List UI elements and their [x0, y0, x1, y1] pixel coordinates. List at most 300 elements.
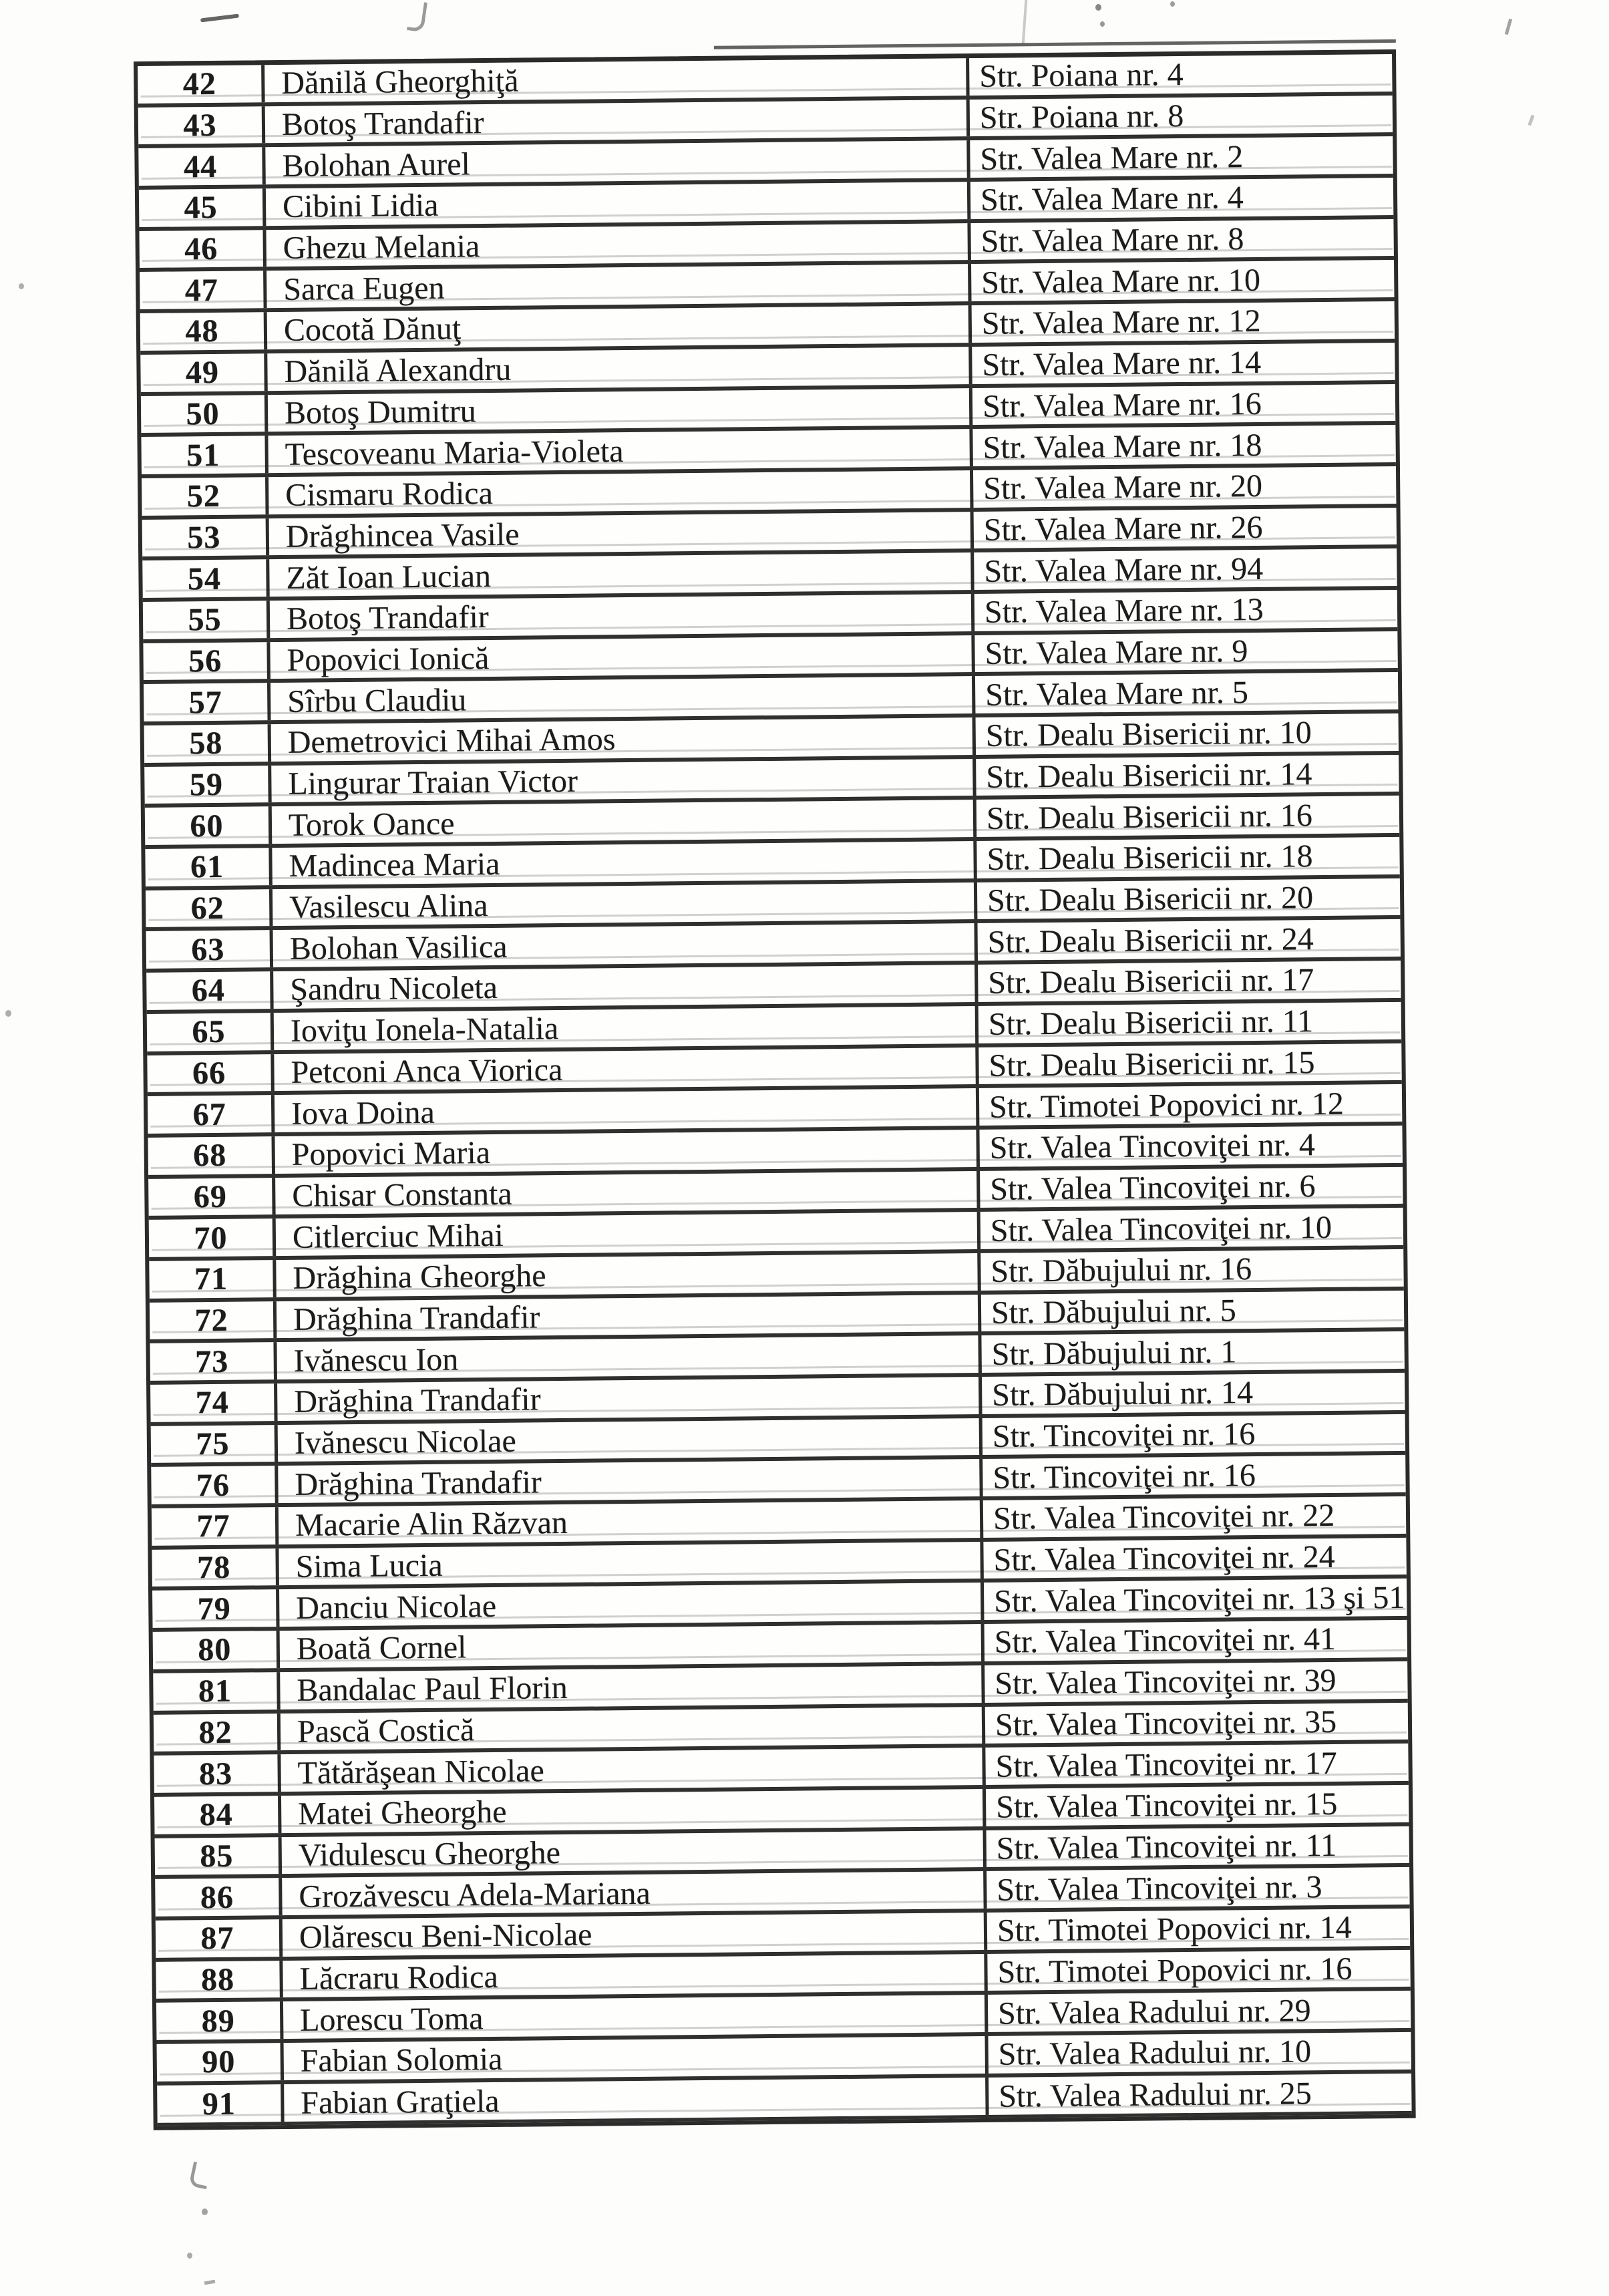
row-number-cell: [154, 1754, 278, 1792]
resident-name: Torok Oance: [288, 806, 455, 843]
name-cell: [275, 1500, 980, 1544]
resident-name: Şandru Nicoleta: [290, 970, 498, 1008]
resident-name: Bolohan Vasilica: [289, 929, 508, 967]
row-number: 69: [193, 1178, 228, 1215]
address-cell: [976, 1084, 1403, 1126]
address-cell: [983, 1826, 1410, 1867]
row-number: 86: [200, 1879, 234, 1915]
name-cell: [280, 1995, 985, 2039]
row-number-cell: [150, 1342, 274, 1380]
address-cell: [976, 1126, 1403, 1167]
row-number: 87: [200, 1921, 234, 1957]
row-number-cell: [144, 683, 268, 721]
scan-artifact-speck: [19, 283, 24, 289]
resident-address: Str. Dăbujului nr. 5: [991, 1293, 1237, 1331]
row-number: 59: [189, 766, 224, 803]
resident-address: Str. Poiana nr. 8: [979, 98, 1184, 136]
resident-address: Str. Valea Radului nr. 29: [997, 1992, 1311, 2031]
row-number-cell: [138, 148, 262, 186]
row-number-cell: [139, 230, 263, 268]
address-cell: [977, 1249, 1404, 1291]
address-cell: [966, 96, 1393, 137]
resident-name: Lorescu Toma: [299, 2000, 484, 2038]
resident-address: Str. Tincoviţei nr. 16: [992, 1416, 1256, 1454]
row-number-cell: [140, 271, 264, 309]
resident-address: Str. Timotei Popovici nr. 14: [997, 1909, 1352, 1949]
row-number-cell: [139, 188, 263, 226]
name-cell: [273, 1253, 977, 1297]
address-cell: [971, 631, 1398, 673]
resident-address: Str. Dealu Bisericii nr. 18: [987, 838, 1313, 878]
row-number-cell: [142, 559, 266, 597]
resident-address: Str. Dealu Bisericii nr. 24: [987, 921, 1314, 960]
resident-address: Str. Timotei Popovici nr. 16: [997, 1951, 1353, 1990]
name-cell: [261, 58, 966, 102]
resident-address: Str. Valea Mare nr. 10: [981, 262, 1261, 301]
resident-name: Botoş Trandafir: [286, 599, 490, 637]
resident-name: Fabian Solomia: [300, 2041, 503, 2080]
row-number: 50: [186, 395, 220, 432]
resident-name: Chisar Constanta: [292, 1176, 512, 1214]
row-number: 44: [183, 148, 218, 185]
name-cell: [268, 717, 972, 762]
row-number: 46: [184, 230, 218, 267]
name-cell: [277, 1706, 982, 1750]
row-number-cell: [146, 889, 270, 927]
row-number-cell: [143, 601, 267, 639]
address-cell: [970, 508, 1397, 549]
row-number: 83: [198, 1756, 233, 1792]
scan-artifact-dot: [1100, 21, 1105, 27]
resident-name: Demetrovici Mihai Amos: [287, 721, 616, 761]
resident-name: Dănilă Alexandru: [284, 351, 512, 390]
resident-address: Str. Valea Mare nr. 9: [985, 633, 1248, 671]
name-cell: [279, 1954, 984, 1998]
resident-address: Str. Tincoviţei nr. 16: [993, 1457, 1256, 1496]
row-number: 53: [187, 519, 221, 556]
row-number: 72: [194, 1302, 228, 1339]
address-cell: [973, 837, 1400, 878]
address-cell: [982, 1744, 1409, 1785]
resident-name: Danciu Nicolae: [296, 1588, 497, 1626]
resident-name: Grozăvescu Adela-Mariana: [299, 1875, 651, 1915]
address-cell: [970, 548, 1397, 590]
name-cell: [273, 1295, 978, 1339]
address-cell: [974, 878, 1401, 920]
row-number-cell: [156, 1961, 280, 1999]
resident-address: Str. Valea Tincoviţei nr. 41: [994, 1621, 1336, 1661]
address-cell: [969, 383, 1396, 425]
name-cell: [264, 429, 969, 473]
name-cell: [281, 2078, 985, 2122]
row-number-cell: [140, 312, 264, 350]
resident-name: Cibini Lidia: [282, 188, 439, 225]
address-cell: [982, 1785, 1409, 1826]
row-number-cell: [153, 1631, 277, 1669]
address-cell: [975, 1002, 1402, 1043]
name-cell: [272, 1171, 976, 1215]
row-number-cell: [150, 1383, 275, 1422]
row-number-cell: [152, 1548, 276, 1587]
name-cell: [278, 1789, 982, 1833]
name-cell: [281, 2036, 985, 2080]
resident-address: Str. Valea Mare nr. 94: [984, 550, 1264, 589]
resident-address: Str. Valea Tincoviţei nr. 17: [995, 1745, 1337, 1784]
name-cell: [266, 635, 971, 679]
row-number: 52: [186, 478, 221, 514]
resident-address: Str. Valea Mare nr. 13: [984, 592, 1264, 631]
resident-address: Str. Dealu Bisericii nr. 20: [987, 880, 1314, 919]
address-cell: [972, 672, 1399, 713]
address-cell: [985, 2032, 1411, 2074]
row-number: 77: [196, 1508, 230, 1544]
resident-name: Vidulescu Gheorghe: [298, 1834, 561, 1873]
residents-table-wrap: [134, 49, 1416, 2130]
row-number: 75: [196, 1426, 230, 1462]
name-cell: [273, 1335, 978, 1379]
row-number-cell: [147, 1054, 271, 1092]
resident-address: Str. Timotei Popovici nr. 12: [989, 1086, 1345, 1125]
resident-address: Str. Valea Mare nr. 4: [980, 180, 1244, 218]
resident-address: Str. Valea Mare nr. 18: [982, 427, 1262, 466]
row-number-cell: [152, 1507, 276, 1545]
address-cell: [980, 1538, 1407, 1579]
address-cell: [968, 260, 1395, 301]
scan-artifact-speck: [202, 2208, 208, 2215]
resident-name: Cocotă Dănuţ: [283, 311, 462, 349]
row-number-cell: [157, 2084, 281, 2123]
row-number-cell: [141, 395, 265, 433]
resident-name: Drăghina Trandafir: [293, 1299, 540, 1337]
row-number-cell: [140, 353, 264, 391]
row-number: 82: [198, 1714, 232, 1751]
row-number-cell: [157, 2043, 281, 2081]
row-number: 88: [200, 1961, 235, 1998]
row-number: 80: [198, 1632, 232, 1668]
address-cell: [979, 1455, 1406, 1496]
resident-address: Str. Dăbujului nr. 14: [992, 1375, 1254, 1414]
resident-address: Str. Valea Mare nr. 2: [980, 138, 1244, 177]
name-cell: [265, 470, 970, 514]
resident-name: Ivănescu Nicolae: [294, 1423, 516, 1461]
row-number: 56: [188, 643, 222, 679]
name-cell: [279, 1913, 984, 1957]
row-number-cell: [151, 1466, 275, 1504]
address-cell: [974, 961, 1401, 1002]
resident-name: Drăghina Trandafir: [294, 1381, 541, 1420]
scan-artifact-dot: [1170, 1, 1175, 7]
resident-address: Str. Valea Tincoviţei nr. 4: [989, 1127, 1316, 1166]
row-number-cell: [153, 1672, 277, 1710]
resident-name: Vasilescu Alina: [289, 888, 488, 925]
resident-address: Str. Valea Radului nr. 25: [999, 2075, 1312, 2114]
resident-address: Str. Valea Radului nr. 10: [998, 2033, 1312, 2073]
row-number-cell: [145, 848, 269, 886]
resident-address: Str. Valea Tincoviţei nr. 6: [990, 1168, 1316, 1207]
name-cell: [271, 1047, 975, 1092]
row-number-cell: [141, 436, 265, 474]
resident-address: Str. Valea Mare nr. 5: [985, 674, 1249, 713]
address-cell: [982, 1702, 1409, 1744]
row-number: 55: [188, 602, 222, 638]
address-cell: [984, 1909, 1411, 1950]
name-cell: [275, 1459, 979, 1503]
name-cell: [267, 676, 972, 720]
row-number-cell: [148, 1136, 273, 1174]
row-number: 74: [195, 1385, 230, 1421]
scan-artifact-squiggle: [188, 2162, 211, 2190]
row-number-cell: [146, 931, 271, 969]
resident-name: Lingurar Traian Victor: [288, 763, 578, 802]
address-cell: [978, 1331, 1405, 1373]
scan-artifact-hook: [407, 0, 427, 32]
resident-address: Str. Valea Mare nr. 14: [982, 345, 1262, 383]
row-number-cell: [155, 1878, 279, 1916]
name-cell: [266, 594, 971, 638]
name-cell: [277, 1748, 982, 1792]
resident-name: Sîrbu Claudiu: [287, 681, 467, 719]
name-cell: [270, 923, 974, 967]
address-cell: [972, 713, 1399, 755]
row-number-cell: [150, 1301, 274, 1339]
scan-artifact-tick: [1505, 19, 1512, 35]
row-number: 84: [199, 1796, 233, 1833]
name-cell: [268, 759, 972, 803]
address-cell: [985, 1991, 1411, 2032]
address-cell: [967, 219, 1394, 261]
row-number-cell: [156, 1919, 280, 1957]
resident-address: Str. Dăbujului nr. 16: [991, 1251, 1252, 1290]
resident-address: Str. Dealu Bisericii nr. 14: [986, 756, 1312, 795]
row-number: 76: [196, 1467, 230, 1503]
row-number: 65: [192, 1013, 226, 1050]
resident-name: Petconi Anca Viorica: [291, 1051, 563, 1090]
address-cell: [971, 590, 1398, 631]
resident-name: Dănilă Gheorghiţă: [281, 63, 519, 102]
address-cell: [981, 1661, 1408, 1703]
row-number: 63: [191, 931, 225, 968]
resident-name: Citlerciuc Mihai: [292, 1217, 504, 1255]
row-number: 51: [186, 437, 220, 473]
name-cell: [277, 1624, 981, 1668]
resident-address: Str. Dealu Bisericii nr. 15: [989, 1045, 1315, 1084]
resident-name: Drăghina Gheorghe: [293, 1258, 546, 1297]
resident-name: Ghezu Melania: [283, 228, 480, 267]
row-number: 70: [194, 1220, 228, 1256]
row-number-cell: [156, 2001, 281, 2039]
address-cell: [967, 178, 1394, 219]
name-cell: [266, 552, 970, 597]
resident-address: Str. Dăbujului nr. 1: [991, 1333, 1237, 1372]
resident-address: Str. Valea Mare nr. 16: [982, 385, 1262, 424]
resident-name: Fabian Graţiela: [301, 2083, 500, 2121]
address-cell: [966, 136, 1393, 178]
row-number-cell: [142, 518, 266, 556]
resident-name: Drăghina Trandafir: [295, 1464, 542, 1502]
resident-name: Tescoveanu Maria-Violeta: [285, 433, 624, 472]
name-cell: [264, 305, 968, 349]
name-cell: [262, 100, 966, 144]
name-cell: [275, 1418, 979, 1462]
row-number: 90: [202, 2044, 236, 2080]
resident-address: Str. Valea Tincoviţei nr. 22: [993, 1498, 1335, 1537]
resident-name: Zăt Ioan Lucian: [286, 558, 492, 596]
row-number-cell: [149, 1260, 273, 1298]
name-cell: [262, 140, 966, 184]
resident-address: Str. Valea Tincoviţei nr. 13 şi 51: [993, 1579, 1405, 1619]
resident-address: Str. Dealu Bisericii nr. 10: [985, 715, 1312, 754]
row-number: 71: [194, 1261, 228, 1297]
resident-address: Str. Valea Mare nr. 26: [983, 509, 1263, 548]
row-number: 60: [190, 808, 224, 844]
row-number: 42: [182, 66, 217, 102]
name-cell: [271, 1088, 976, 1132]
row-number-cell: [138, 65, 262, 103]
address-cell: [980, 1496, 1407, 1538]
address-cell: [984, 1949, 1411, 1991]
address-cell: [972, 755, 1399, 796]
address-cell: [978, 1373, 1405, 1414]
row-number-cell: [144, 724, 269, 762]
name-cell: [277, 1665, 981, 1709]
resident-name: Cismaru Rodica: [285, 476, 494, 514]
name-cell: [264, 347, 968, 391]
row-number-cell: [152, 1590, 277, 1628]
address-cell: [981, 1620, 1408, 1661]
scan-artifact-speck: [1528, 115, 1534, 126]
name-cell: [262, 182, 967, 226]
name-cell: [271, 1006, 975, 1050]
residents-table: [134, 49, 1416, 2130]
resident-name: Olărescu Beni-Nicolae: [299, 1917, 592, 1956]
address-cell: [977, 1208, 1404, 1249]
row-number: 66: [192, 1055, 226, 1092]
name-cell: [269, 882, 974, 927]
scan-artifact-streak: [1022, 0, 1028, 44]
resident-address: Str. Valea Tincoviţei nr. 35: [995, 1703, 1337, 1743]
resident-address: Str. Valea Tincoviţei nr. 11: [996, 1827, 1337, 1866]
row-number: 67: [192, 1096, 226, 1132]
address-cell: [973, 796, 1400, 837]
resident-name: Madincea Maria: [289, 846, 500, 884]
scan-artifact-speck: [187, 2253, 192, 2259]
row-number-cell: [154, 1713, 278, 1752]
address-cell: [985, 2074, 1412, 2116]
row-number-cell: [146, 971, 271, 1009]
row-number-cell: [155, 1837, 279, 1875]
name-cell: [271, 1130, 976, 1174]
name-cell: [279, 1830, 983, 1874]
address-cell: [980, 1579, 1407, 1620]
address-cell: [975, 1043, 1402, 1084]
resident-name: Matei Gheorghe: [297, 1794, 507, 1832]
row-number-cell: [144, 766, 269, 804]
name-cell: [262, 223, 967, 267]
name-cell: [279, 1871, 983, 1915]
row-number-cell: [149, 1218, 273, 1257]
row-number: 79: [197, 1591, 232, 1627]
resident-name: Botoş Trandafir: [281, 105, 484, 142]
resident-address: Str. Poiana nr. 4: [979, 57, 1184, 95]
address-cell: [976, 1166, 1403, 1208]
name-cell: [276, 1583, 980, 1627]
resident-address: Str. Dealu Bisericii nr. 16: [986, 797, 1313, 836]
row-number-cell: [143, 642, 267, 680]
resident-name: Tătărăşean Nicolae: [297, 1752, 544, 1791]
resident-name: Sima Lucia: [295, 1547, 443, 1585]
scan-artifact-speck: [204, 2280, 216, 2285]
row-number: 45: [184, 190, 218, 226]
address-cell: [978, 1291, 1405, 1332]
resident-name: Sarca Eugen: [283, 270, 445, 307]
resident-name: Botoş Dumitru: [284, 393, 477, 431]
row-number: 91: [202, 2086, 236, 2122]
row-number: 57: [188, 684, 223, 720]
row-number-cell: [145, 807, 269, 845]
address-cell: [966, 54, 1393, 96]
row-number: 47: [184, 272, 219, 309]
resident-name: Iova Doina: [291, 1094, 435, 1132]
row-number: 49: [185, 355, 220, 391]
row-number: 61: [190, 849, 224, 885]
resident-name: Ioviţu Ionela-Natalia: [290, 1011, 559, 1049]
resident-address: Str. Valea Mare nr. 12: [981, 303, 1261, 342]
address-cell: [983, 1867, 1410, 1909]
resident-address: Str. Dealu Bisericii nr. 17: [988, 962, 1314, 1001]
address-cell: [974, 919, 1401, 961]
row-number-cell: [148, 1178, 273, 1216]
resident-address: Str. Valea Mare nr. 8: [980, 221, 1244, 259]
row-number: 78: [196, 1549, 231, 1586]
name-cell: [275, 1542, 980, 1586]
row-number: 54: [187, 560, 222, 597]
resident-name: Bandalac Paul Florin: [297, 1670, 568, 1708]
name-cell: [273, 1212, 977, 1256]
row-number: 73: [194, 1343, 229, 1379]
resident-address: Str. Valea Tincoviţei nr. 3: [997, 1868, 1322, 1908]
resident-name: Boată Cornel: [296, 1629, 467, 1667]
row-number: 58: [189, 725, 223, 762]
row-number-cell: [142, 477, 266, 515]
name-cell: [263, 265, 968, 309]
address-cell: [969, 425, 1396, 466]
name-cell: [270, 965, 974, 1009]
name-cell: [274, 1377, 978, 1421]
name-cell: [269, 841, 973, 885]
row-number-cell: [147, 1013, 271, 1051]
row-number-cell: [154, 1796, 279, 1834]
row-number: 81: [198, 1673, 232, 1709]
resident-name: Drăghincea Vasile: [285, 516, 520, 554]
row-number: 43: [183, 107, 217, 144]
resident-address: Str. Valea Mare nr. 20: [982, 468, 1263, 507]
resident-address: Str. Valea Tincoviţei nr. 24: [993, 1539, 1336, 1578]
scan-artifact-dot: [1095, 4, 1101, 11]
name-cell: [266, 512, 970, 556]
address-cell: [968, 301, 1395, 343]
row-number: 62: [190, 890, 224, 927]
resident-address: Str. Dealu Bisericii nr. 11: [988, 1003, 1314, 1043]
resident-address: Str. Valea Tincoviţei nr. 10: [990, 1209, 1332, 1249]
resident-name: Bolohan Aurel: [282, 146, 471, 184]
row-number: 48: [185, 313, 219, 349]
resident-name: Popovici Ionică: [287, 640, 490, 678]
name-cell: [264, 388, 969, 432]
name-cell: [269, 800, 973, 844]
address-cell: [979, 1414, 1406, 1456]
scan-artifact-dash: [200, 13, 239, 22]
resident-name: Lăcraru Rodica: [299, 1959, 499, 1997]
